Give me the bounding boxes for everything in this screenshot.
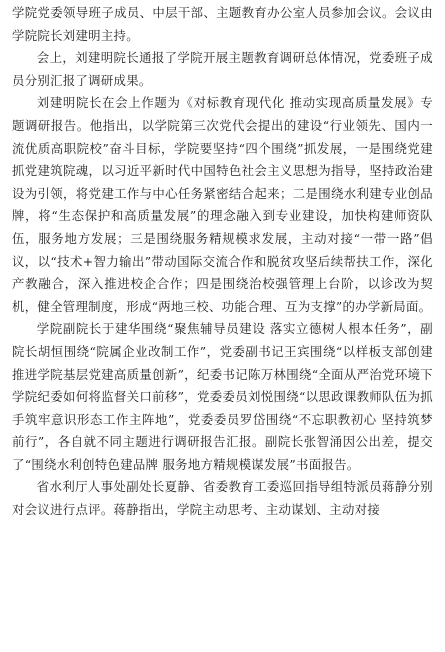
paragraph-team-reports: 学院副院长于建华围绕“聚焦辅导员建设 落实立德树人根本任务”，副院长胡恒围绕“院属企业改制工作”，党委副书记王宾围绕“以样板支部创建推进学院基层党建高质量创新”，纪委书记陈万林围绕“全面从严治党环境下 学院纪委如何将监督关口前移”，党委委员刘悦围绕“以思政课教师队伍为抓手筑牢意识形态工作主阵地”，党委委员罗岱围绕“不忘职教初心 坚持筑梦前行”，各自就不同主题进行调研报告汇报。副院长张智涌因公出差，提交了“围绕水利创特色建品牌 服务地方精规模谋发展”书面报告。 [12, 321, 433, 472]
paragraph-attendees: 学院党委领导班子成员、中层干部、主题教育办公室人员参加会议。会议由学院院长刘建明主持。 [12, 5, 433, 43]
paragraph-president-report: 刘建明院长在会上作题为《对标教育现代化 推动实现高质量发展》专题调研报告。他指出，以学院第三次党代会提出的建设“行业领先、国内一流优质高职院校”奋斗目标，学院要坚持“四个围绕”抓发展，一是围绕党建抓党建筑院魂，以习近平新时代中国特色社会主义思想为指导，坚持政治建设为引领，将党建工作与中心任务紧密结合起来；二是围绕水利建专业创品牌，将“生态保护和高质量发展”的理念融入到专业建设，加快构建师资队伍，服务地方发展；三是围绕服务精规模求发展，主动对接“一带一路”倡议，以“技术+智力输出”带动国际交流合作和脱贫攻坚后续帮扶工作，深化产教融合，深入推进校企合作；四是围绕治校强管理上台阶，以诊改为契机，健全管理制度，形成“两地三校、功能合理、互为支撑”的办学新局面。 [12, 95, 433, 314]
paragraph-comments: 省水利厅人事处副处长夏静、省委教育工委巡回指导组特派员蒋静分别对会议进行点评。蒋静指出，学院主动思考、主动谋划、主动对接 [12, 479, 433, 518]
paragraph-survey-report: 会上，刘建明院长通报了学院开展主题教育调研总体情况，党委班子成员分别汇报了调研成果。 [12, 50, 433, 88]
